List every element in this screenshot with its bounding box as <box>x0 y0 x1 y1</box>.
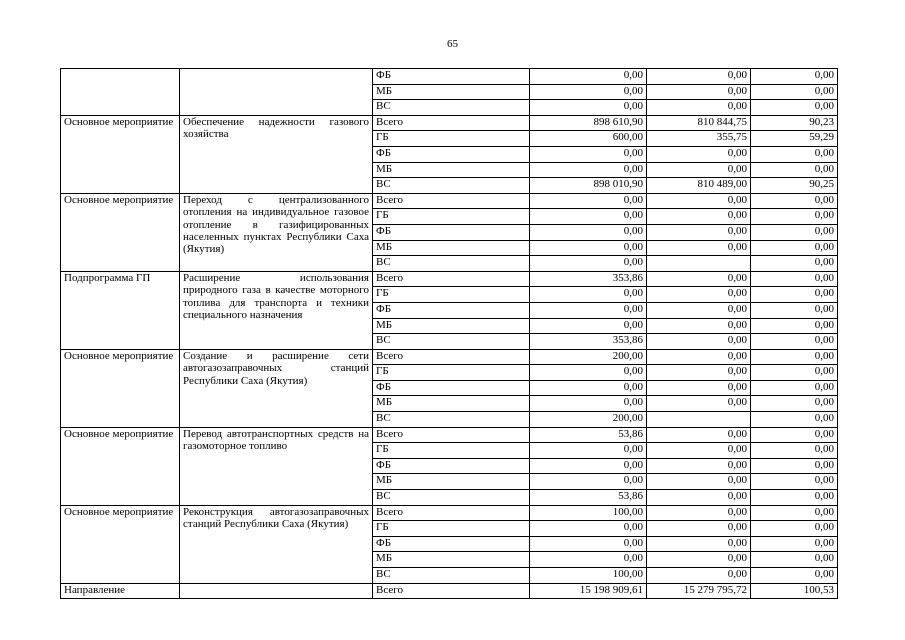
plan-amount-cell: 600,00 <box>530 131 647 147</box>
plan-amount-cell: 0,00 <box>530 240 647 256</box>
execution-percent-cell: 0,00 <box>751 536 838 552</box>
funding-source-cell: ВС <box>373 568 530 584</box>
execution-percent-cell: 0,00 <box>751 146 838 162</box>
execution-percent-cell: 0,00 <box>751 443 838 459</box>
funding-source-cell: Всего <box>373 349 530 365</box>
execution-percent-cell: 0,00 <box>751 240 838 256</box>
measure-description-cell: Реконструкция автогазозаправочных станций Республики Саха (Якутия) <box>180 505 373 583</box>
plan-amount-cell: 100,00 <box>530 505 647 521</box>
plan-amount-cell: 0,00 <box>530 84 647 100</box>
actual-amount-cell: 0,00 <box>647 427 751 443</box>
execution-percent-cell: 0,00 <box>751 302 838 318</box>
plan-amount-cell: 0,00 <box>530 69 647 85</box>
budget-table <box>60 68 838 599</box>
funding-source-cell: ГБ <box>373 365 530 381</box>
funding-source-cell: ФБ <box>373 536 530 552</box>
funding-source-cell: ВС <box>373 178 530 194</box>
plan-amount-cell: 0,00 <box>530 396 647 412</box>
funding-source-cell: ФБ <box>373 146 530 162</box>
actual-amount-cell: 0,00 <box>647 162 751 178</box>
plan-amount-cell: 0,00 <box>530 193 647 209</box>
plan-amount-cell: 0,00 <box>530 146 647 162</box>
funding-source-cell: МБ <box>373 474 530 490</box>
execution-percent-cell: 0,00 <box>751 287 838 303</box>
funding-source-cell: ФБ <box>373 380 530 396</box>
funding-source-cell: ВС <box>373 412 530 428</box>
actual-amount-cell: 0,00 <box>647 84 751 100</box>
actual-amount-cell: 0,00 <box>647 505 751 521</box>
execution-percent-cell: 0,00 <box>751 100 838 116</box>
funding-source-cell: Всего <box>373 193 530 209</box>
measure-description-cell: Переход с централизованного отопления на индивидуальное газовое отопление в газифицированных населенных пунктах Республики Саха (Якутия) <box>180 193 373 271</box>
table-row <box>61 583 838 599</box>
funding-source-cell: ФБ <box>373 224 530 240</box>
plan-amount-cell: 0,00 <box>530 536 647 552</box>
plan-amount-cell: 0,00 <box>530 458 647 474</box>
actual-amount-cell: 0,00 <box>647 396 751 412</box>
actual-amount-cell: 0,00 <box>647 240 751 256</box>
actual-amount-cell: 0,00 <box>647 334 751 350</box>
plan-amount-cell: 0,00 <box>530 380 647 396</box>
plan-amount-cell: 0,00 <box>530 209 647 225</box>
table-row <box>61 69 838 85</box>
actual-amount-cell: 0,00 <box>647 521 751 537</box>
funding-source-cell: МБ <box>373 318 530 334</box>
funding-source-cell: ФБ <box>373 458 530 474</box>
actual-amount-cell: 0,00 <box>647 443 751 459</box>
execution-percent-cell: 90,25 <box>751 178 838 194</box>
funding-source-cell: МБ <box>373 162 530 178</box>
measure-description-cell: Перевод автотранспортных средств на газомоторное топливо <box>180 427 373 505</box>
funding-source-cell: ГБ <box>373 521 530 537</box>
measure-description-cell <box>180 69 373 116</box>
funding-source-cell: ВС <box>373 100 530 116</box>
plan-amount-cell: 0,00 <box>530 302 647 318</box>
execution-percent-cell: 100,53 <box>751 583 838 599</box>
plan-amount-cell: 898 610,90 <box>530 115 647 131</box>
plan-amount-cell: 200,00 <box>530 349 647 365</box>
execution-percent-cell: 0,00 <box>751 474 838 490</box>
execution-percent-cell: 0,00 <box>751 256 838 272</box>
plan-amount-cell: 53,86 <box>530 427 647 443</box>
execution-percent-cell: 59,29 <box>751 131 838 147</box>
execution-percent-cell: 0,00 <box>751 162 838 178</box>
execution-percent-cell: 0,00 <box>751 69 838 85</box>
plan-amount-cell: 0,00 <box>530 474 647 490</box>
funding-source-cell: ГБ <box>373 287 530 303</box>
plan-amount-cell: 353,86 <box>530 334 647 350</box>
actual-amount-cell: 810 489,00 <box>647 178 751 194</box>
execution-percent-cell: 0,00 <box>751 224 838 240</box>
execution-percent-cell: 0,00 <box>751 209 838 225</box>
funding-source-cell: ГБ <box>373 209 530 225</box>
execution-percent-cell: 0,00 <box>751 271 838 287</box>
measure-type-cell: Подпрограмма ГП <box>61 271 180 349</box>
actual-amount-cell: 0,00 <box>647 458 751 474</box>
actual-amount-cell: 0,00 <box>647 536 751 552</box>
plan-amount-cell: 100,00 <box>530 568 647 584</box>
execution-percent-cell: 0,00 <box>751 318 838 334</box>
funding-source-cell: Всего <box>373 427 530 443</box>
funding-source-cell: Всего <box>373 115 530 131</box>
funding-source-cell: ГБ <box>373 443 530 459</box>
execution-percent-cell: 0,00 <box>751 505 838 521</box>
funding-source-cell: ФБ <box>373 302 530 318</box>
plan-amount-cell: 0,00 <box>530 318 647 334</box>
funding-source-cell: ВС <box>373 490 530 506</box>
plan-amount-cell: 353,86 <box>530 271 647 287</box>
execution-percent-cell: 0,00 <box>751 365 838 381</box>
actual-amount-cell: 0,00 <box>647 568 751 584</box>
measure-type-cell: Основное мероприятие <box>61 349 180 427</box>
measure-type-cell: Основное мероприятие <box>61 115 180 193</box>
plan-amount-cell: 0,00 <box>530 552 647 568</box>
actual-amount-cell: 355,75 <box>647 131 751 147</box>
funding-source-cell: Всего <box>373 583 530 599</box>
execution-percent-cell: 0,00 <box>751 349 838 365</box>
actual-amount-cell: 0,00 <box>647 193 751 209</box>
execution-percent-cell: 0,00 <box>751 84 838 100</box>
plan-amount-cell: 0,00 <box>530 287 647 303</box>
funding-source-cell: ВС <box>373 334 530 350</box>
measure-description-cell: Создание и расширение сети автогазозаправочных станций Республики Саха (Якутия) <box>180 349 373 427</box>
plan-amount-cell: 0,00 <box>530 365 647 381</box>
execution-percent-cell: 0,00 <box>751 521 838 537</box>
funding-source-cell: Всего <box>373 505 530 521</box>
plan-amount-cell: 0,00 <box>530 256 647 272</box>
measure-type-cell: Основное мероприятие <box>61 505 180 583</box>
execution-percent-cell: 0,00 <box>751 334 838 350</box>
actual-amount-cell: 0,00 <box>647 318 751 334</box>
actual-amount-cell: 0,00 <box>647 349 751 365</box>
measure-description-cell: Обеспечение надежности газового хозяйства <box>180 115 373 193</box>
plan-amount-cell: 0,00 <box>530 162 647 178</box>
execution-percent-cell: 0,00 <box>751 458 838 474</box>
execution-percent-cell: 0,00 <box>751 427 838 443</box>
actual-amount-cell: 0,00 <box>647 69 751 85</box>
execution-percent-cell: 90,23 <box>751 115 838 131</box>
actual-amount-cell: 0,00 <box>647 552 751 568</box>
measure-description-cell <box>180 583 373 599</box>
plan-amount-cell: 0,00 <box>530 521 647 537</box>
table-row <box>61 193 838 209</box>
funding-source-cell: Всего <box>373 271 530 287</box>
measure-description-cell: Расширение использования природного газа в качестве моторного топлива для транспорта и техники специального назначения <box>180 271 373 349</box>
actual-amount-cell: 810 844,75 <box>647 115 751 131</box>
actual-amount-cell: 0,00 <box>647 209 751 225</box>
actual-amount-cell: 0,00 <box>647 100 751 116</box>
funding-source-cell: МБ <box>373 84 530 100</box>
table-row <box>61 505 838 521</box>
actual-amount-cell: 0,00 <box>647 146 751 162</box>
page-number: 65 <box>447 38 458 50</box>
table-row <box>61 427 838 443</box>
plan-amount-cell: 53,86 <box>530 490 647 506</box>
actual-amount-cell: 0,00 <box>647 224 751 240</box>
funding-source-cell: ГБ <box>373 131 530 147</box>
table-row <box>61 115 838 131</box>
funding-source-cell: ВС <box>373 256 530 272</box>
budget-table-body <box>61 69 838 599</box>
actual-amount-cell: 0,00 <box>647 271 751 287</box>
actual-amount-cell: 0,00 <box>647 287 751 303</box>
actual-amount-cell: 0,00 <box>647 365 751 381</box>
execution-percent-cell: 0,00 <box>751 552 838 568</box>
plan-amount-cell: 0,00 <box>530 443 647 459</box>
funding-source-cell: МБ <box>373 240 530 256</box>
funding-source-cell: ФБ <box>373 69 530 85</box>
actual-amount-cell <box>647 256 751 272</box>
actual-amount-cell: 15 279 795,72 <box>647 583 751 599</box>
measure-type-cell: Основное мероприятие <box>61 427 180 505</box>
execution-percent-cell: 0,00 <box>751 412 838 428</box>
actual-amount-cell: 0,00 <box>647 490 751 506</box>
funding-source-cell: МБ <box>373 552 530 568</box>
table-row <box>61 271 838 287</box>
actual-amount-cell: 0,00 <box>647 302 751 318</box>
execution-percent-cell: 0,00 <box>751 193 838 209</box>
measure-type-cell: Основное мероприятие <box>61 193 180 271</box>
actual-amount-cell: 0,00 <box>647 380 751 396</box>
plan-amount-cell: 0,00 <box>530 100 647 116</box>
execution-percent-cell: 0,00 <box>751 396 838 412</box>
plan-amount-cell: 200,00 <box>530 412 647 428</box>
execution-percent-cell: 0,00 <box>751 490 838 506</box>
plan-amount-cell: 15 198 909,61 <box>530 583 647 599</box>
plan-amount-cell: 898 010,90 <box>530 178 647 194</box>
execution-percent-cell: 0,00 <box>751 380 838 396</box>
measure-type-cell: Направление <box>61 583 180 599</box>
actual-amount-cell: 0,00 <box>647 474 751 490</box>
measure-type-cell <box>61 69 180 116</box>
execution-percent-cell: 0,00 <box>751 568 838 584</box>
funding-source-cell: МБ <box>373 396 530 412</box>
actual-amount-cell <box>647 412 751 428</box>
table-row <box>61 349 838 365</box>
plan-amount-cell: 0,00 <box>530 224 647 240</box>
